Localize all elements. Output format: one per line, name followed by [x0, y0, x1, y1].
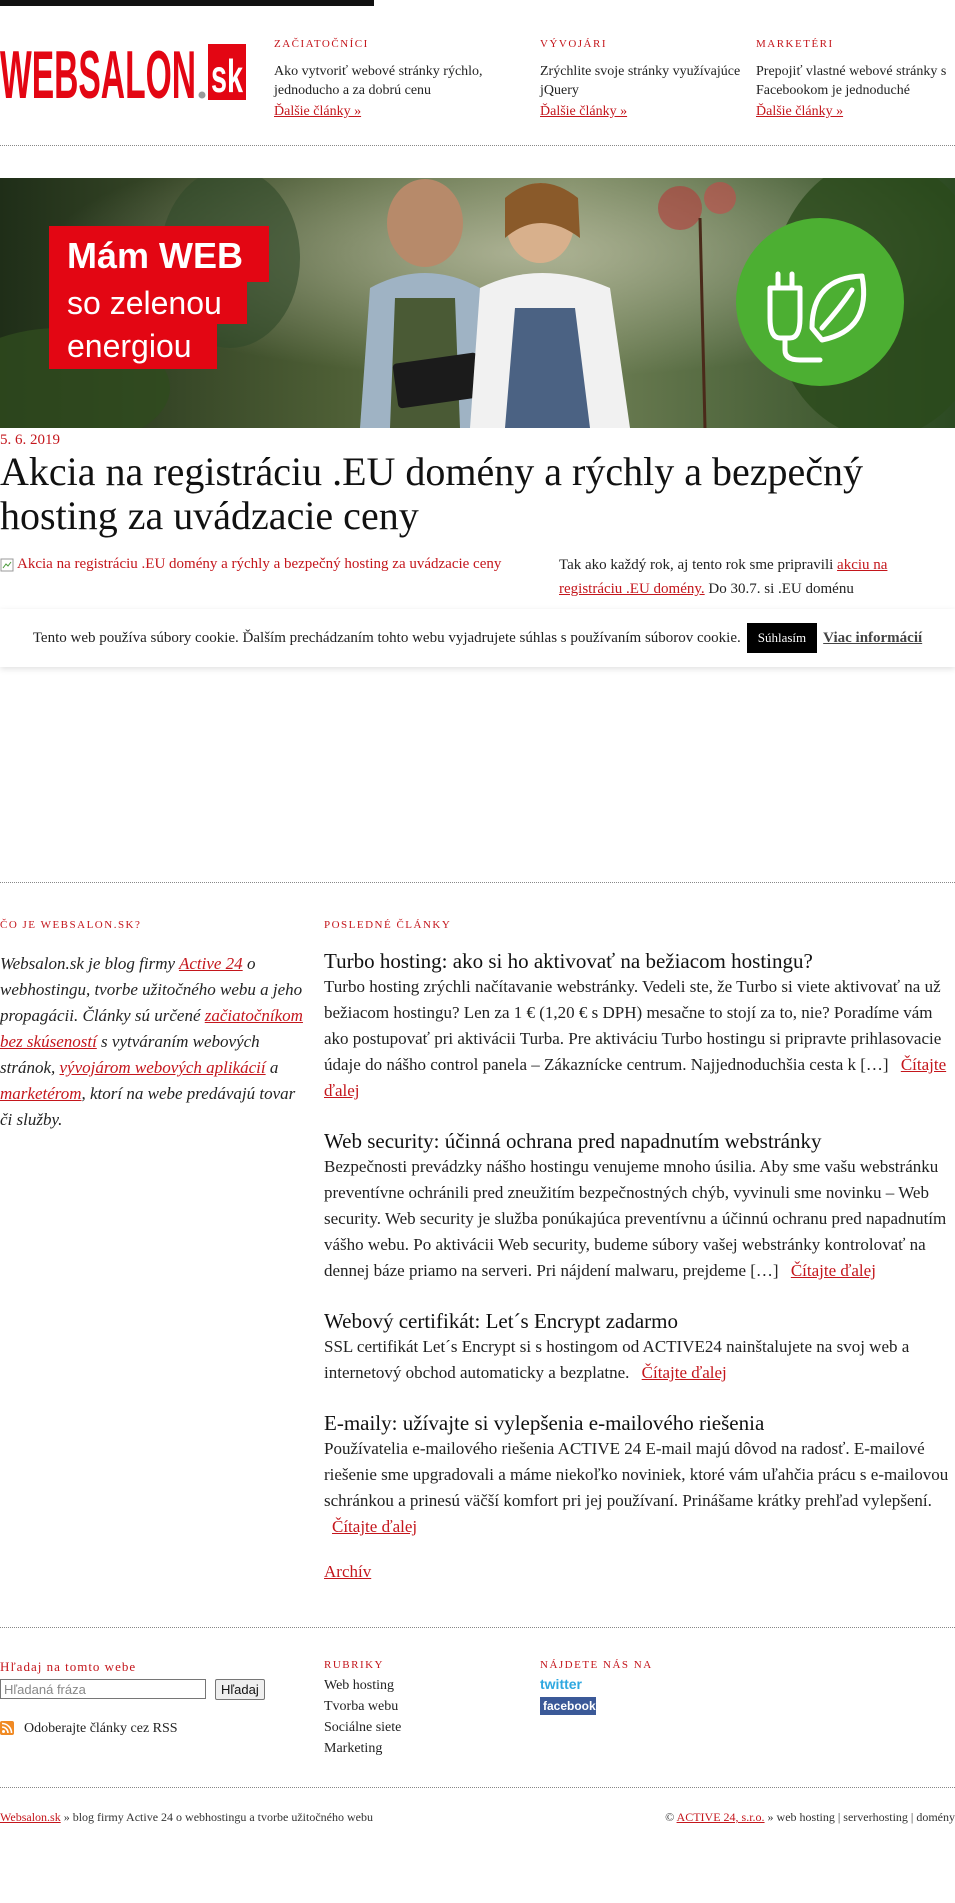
- post-item: [324, 948, 954, 1104]
- post-excerpt-text: Turbo hosting zrýchli načítavanie webstránky. Vedeli ste, že Turbo si viete aktivovať na už bežiacom hostingu? Len za 1 € (1,20 € s DPH) mesačne to stojí za to, nie? Poradíme vám ako postupovať pri aktivácii Turba. Pre aktiváciu Turbo hostingu si pripravte prihlasovacie údaje do nášho control panela – Zákaznícke centrum. Najjednoduchšia cesta k […]: [324, 977, 942, 1074]
- banner-line1: Mám WEB: [67, 235, 244, 276]
- cookie-more-info-link[interactable]: Viac informácií: [823, 629, 923, 646]
- marketers-link[interactable]: marketérom: [0, 1084, 82, 1103]
- post-excerpt-text: Používatelia e-mailového riešenia ACTIVE 24 E-mail majú dôvod na radosť. E-mailové riešenie sme upgradovali a máme niekoľko noviniek, ktoré vám uľahčia prácu s e-mailovou schránkou a prinesú väčší komfort pri jej používaní. Prinášame krátky prehľad vylepšení.: [324, 1439, 949, 1510]
- more-articles-link[interactable]: Ďalšie články »: [540, 104, 628, 119]
- post-excerpt-text: SSL certifikát Let´s Encrypt si s hostingom od ACTIVE24 nainštalujete na svoj web a internetový obchod automaticky a bezplatne.: [324, 1337, 910, 1382]
- latest-articles-heading: POSLEDNÉ ČLÁNKY: [324, 919, 452, 931]
- post-excerpt: [324, 1154, 954, 1284]
- about-text-part: , ktorí na webe predávajú tovar či služby.: [0, 1084, 296, 1129]
- cookie-bar: [0, 609, 955, 667]
- post-title[interactable]: Web security: účinná ochrana pred napadnutím webstránky: [324, 1129, 822, 1153]
- footer-site-link[interactable]: Websalon.sk: [0, 1810, 61, 1824]
- divider: [0, 1627, 955, 1628]
- image-alt-text: Akcia na registráciu .EU domény a rýchly a bezpečný hosting za uvádzacie ceny: [17, 556, 502, 572]
- rss-icon[interactable]: [0, 1721, 14, 1735]
- more-articles-link[interactable]: Ďalšie články »: [274, 104, 362, 119]
- broken-image-icon: [0, 558, 14, 572]
- search-heading: Hľadaj na tomto webe: [0, 1659, 137, 1674]
- promo-banner[interactable]: [0, 178, 955, 428]
- post-excerpt-text: Bezpečnosti prevádzky nášho hostingu venujeme mnoho úsilia. Aby sme vašu webstránku preventívne ochránili pred zneužitím bezpečnostných chýb, vyvinuli sme novinku – Web security. Web security je služba ponúkajúca preventívnu a účinnú ochranu pred napadnutím vášho webu. Po aktivácii Web security, budeme súbory vašej webstránky kontrolovať na dennej báze priamo na serveri. Pri nájdení malwaru, prejdeme […]: [324, 1157, 947, 1280]
- svg-text:WEBSALON: WEBSALON: [0, 40, 196, 102]
- intro-text-after: Do 30.7. si .EU doménu: [704, 581, 854, 597]
- col-text: Prepojiť vlastné webové stránky s Facebookom je jednoduché: [756, 64, 947, 98]
- category-link[interactable]: Web hosting: [324, 1678, 395, 1693]
- post-item: [324, 1410, 954, 1540]
- facebook-icon[interactable]: [540, 1697, 596, 1715]
- footer-tagline: » blog firmy Active 24 o webhostingu a tvorbe užitočného webu: [60, 1810, 373, 1824]
- footer-links[interactable]: » web hosting | serverhosting | domény: [764, 1810, 955, 1824]
- post-excerpt: [324, 1334, 954, 1386]
- category-link[interactable]: Sociálne siete: [324, 1720, 402, 1735]
- websalon-logo[interactable]: [0, 40, 246, 102]
- svg-text:sk: sk: [211, 50, 244, 102]
- col-heading: VÝVOJÁRI: [540, 38, 607, 50]
- divider: [0, 145, 955, 146]
- col-text: Zrýchlite svoje stránky využívajúce jQuery: [540, 64, 741, 98]
- banner-image: [0, 178, 955, 428]
- intro-text: Tak ako každý rok, aj tento rok sme pripravili: [559, 557, 838, 573]
- more-articles-link[interactable]: Ďalšie články »: [756, 104, 844, 119]
- footer-right: [665, 1810, 955, 1825]
- developers-link[interactable]: vývojárom webových aplikácií: [59, 1058, 266, 1077]
- read-more-link[interactable]: Čítajte ďalej: [790, 1261, 876, 1280]
- article-date: 5. 6. 2019: [0, 432, 60, 448]
- read-more-link[interactable]: Čítajte ďalej: [332, 1517, 418, 1536]
- twitter-icon[interactable]: [540, 1677, 598, 1691]
- about-heading: ČO JE WEBSALON.SK?: [0, 919, 142, 931]
- about-text-part: a: [265, 1058, 279, 1077]
- search-input[interactable]: [0, 1679, 206, 1699]
- post-title[interactable]: Turbo hosting: ako si ho aktivovať na bežiacom hostingu?: [324, 949, 813, 973]
- divider: [0, 1787, 955, 1788]
- archive-link[interactable]: Archív: [324, 1562, 372, 1581]
- about-text-part: Websalon.sk je blog firmy: [0, 954, 179, 973]
- eu-domain-link[interactable]: akciu na registráciu .EU domény.: [559, 557, 888, 597]
- col-heading: ZAČIATOČNÍCI: [274, 38, 369, 50]
- article-intro: [559, 553, 949, 601]
- search-button[interactable]: Hľadaj: [215, 1679, 265, 1700]
- footer-left: [0, 1810, 373, 1825]
- about-text-part: s vytváraním webových stránok,: [0, 1032, 260, 1077]
- banner-line2: so zelenou: [67, 285, 222, 321]
- active24-link[interactable]: Active 24: [178, 954, 243, 973]
- footer-copyright: ©: [665, 1810, 677, 1824]
- article-title[interactable]: Akcia na registráciu .EU domény a rýchly a bezpečný hosting za uvádzacie ceny: [0, 449, 863, 538]
- top-bar: [0, 0, 374, 6]
- header-col-beginners: [274, 38, 494, 120]
- find-us-heading: NÁJDETE NÁS NA: [540, 1659, 653, 1671]
- post-title[interactable]: Webový certifikát: Let´s Encrypt zadarmo: [324, 1309, 678, 1333]
- categories-heading: RUBRIKY: [324, 1659, 385, 1671]
- divider: [0, 882, 955, 883]
- post-item: [324, 1308, 954, 1386]
- category-link[interactable]: Marketing: [324, 1741, 383, 1756]
- svg-text:twitter: twitter: [540, 1677, 582, 1691]
- category-link[interactable]: Tvorba webu: [324, 1699, 399, 1714]
- beginners-link[interactable]: začiatočníkom bez skúseností: [0, 1006, 303, 1051]
- header-col-developers: [540, 38, 760, 120]
- rss-subscribe-link[interactable]: Odoberajte články cez RSS: [24, 1721, 178, 1736]
- post-excerpt: [324, 974, 954, 1104]
- read-more-link[interactable]: Čítajte ďalej: [324, 1055, 947, 1100]
- about-text-part: o webhostingu, tvorbe užitočného webu a jeho propagácii. Články sú určené: [0, 954, 303, 1025]
- post-item: [324, 1128, 954, 1284]
- cookie-text: Tento web používa súbory cookie. Ďalším prechádzaním tohto webu vyjadrujete súhlas s používaním súborov cookie.: [32, 629, 741, 646]
- col-text: Ako vytvoriť webové stránky rýchlo, jednoducho a za dobrú cenu: [274, 64, 483, 98]
- post-title[interactable]: E-maily: užívajte si vylepšenia e-mailového riešenia: [324, 1411, 765, 1435]
- read-more-link[interactable]: Čítajte ďalej: [641, 1363, 727, 1382]
- footer-company-link[interactable]: ACTIVE 24, s.r.o.: [676, 1810, 765, 1824]
- post-excerpt: [324, 1436, 954, 1540]
- banner-line3: energiou: [67, 328, 192, 364]
- cookie-accept-button[interactable]: Súhlasím: [747, 623, 817, 653]
- col-heading: MARKETÉRI: [756, 38, 834, 50]
- header-col-marketers: [756, 38, 955, 120]
- svg-text:facebook: facebook: [543, 1699, 596, 1713]
- about-text: [0, 951, 310, 1133]
- article-image-broken[interactable]: [0, 556, 501, 573]
